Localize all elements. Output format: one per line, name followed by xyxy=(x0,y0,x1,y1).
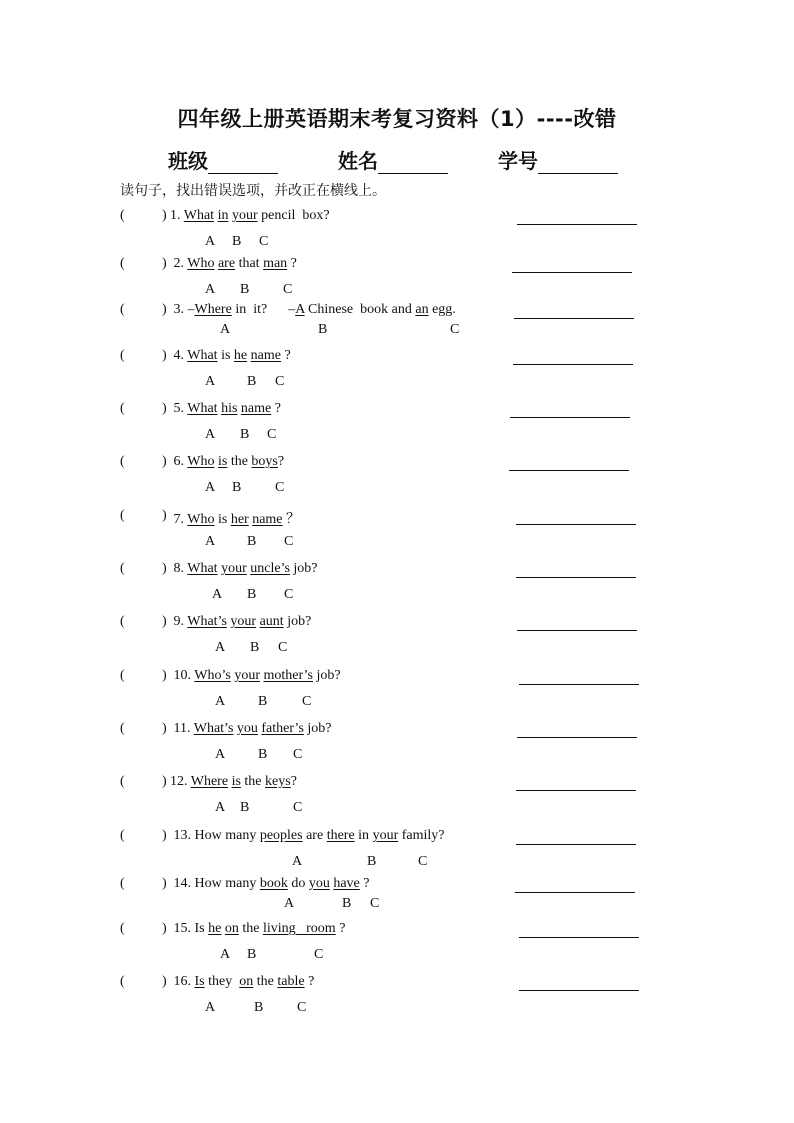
question-item xyxy=(0,302,794,350)
question-item xyxy=(0,974,794,1022)
question-sentence xyxy=(170,774,297,790)
option-letter-a: A xyxy=(205,374,216,389)
underlined-option-word: father’s xyxy=(261,721,304,736)
option-letter-b: B xyxy=(258,747,268,762)
sentence-text: ? xyxy=(277,454,285,469)
option-letter-a: A xyxy=(284,896,295,911)
question-sentence xyxy=(170,828,445,844)
sentence-text: Chinese book and xyxy=(304,302,416,317)
underlined-option-word: living room xyxy=(262,921,336,936)
underlined-option-word: your xyxy=(231,208,258,223)
correction-answer-line[interactable] xyxy=(513,364,633,365)
question-number: 11. xyxy=(170,721,194,736)
underlined-option-word: What xyxy=(183,208,215,223)
option-letter-a: A xyxy=(215,747,226,762)
option-letter-a: A xyxy=(292,854,303,869)
correction-answer-line[interactable] xyxy=(516,844,636,845)
student-id-label: 学号 xyxy=(498,149,538,173)
question-item xyxy=(0,208,794,256)
option-letter-c: C xyxy=(297,1000,307,1015)
correction-answer-line[interactable] xyxy=(515,892,635,893)
sentence-text: family? xyxy=(398,828,445,843)
answer-paren-close: ) xyxy=(162,348,167,363)
question-sentence xyxy=(170,668,341,684)
answer-paren-close: ) xyxy=(162,921,167,936)
option-letter-c: C xyxy=(275,480,285,495)
option-letter-b: B xyxy=(240,427,250,442)
question-item xyxy=(0,454,794,502)
answer-paren-close: ) xyxy=(162,256,167,271)
page-title: 四年级上册英语期末考复习资料（1）----改错 xyxy=(177,107,617,131)
sentence-text: the xyxy=(238,921,263,936)
name-blank[interactable] xyxy=(378,151,448,174)
correction-answer-line[interactable] xyxy=(510,417,630,418)
question-sentence xyxy=(170,256,297,272)
option-letter-c: C xyxy=(302,694,312,709)
underlined-option-word: you xyxy=(308,876,330,891)
underlined-option-word: Is xyxy=(194,974,205,989)
underlined-option-word: boys xyxy=(251,454,278,469)
option-letter-b: B xyxy=(247,947,257,962)
underlined-option-word: A xyxy=(295,302,305,317)
sentence-text: in it? – xyxy=(231,302,296,317)
underlined-option-word: Where xyxy=(190,774,229,789)
underlined-option-word: on xyxy=(224,921,239,936)
underlined-option-word: her xyxy=(230,512,249,527)
sentence-text: the xyxy=(240,774,266,789)
option-letter-b: B xyxy=(232,234,242,249)
question-number: 1. xyxy=(170,208,184,223)
sentence-text: the xyxy=(227,454,252,469)
answer-paren-open[interactable]: ( xyxy=(120,668,125,683)
underlined-option-word: mother’s xyxy=(263,668,313,683)
underlined-option-word: his xyxy=(221,401,238,416)
underlined-option-word: table xyxy=(277,974,305,989)
question-number: 10. xyxy=(170,668,195,683)
option-letter-c: C xyxy=(418,854,428,869)
underlined-option-word: book xyxy=(259,876,288,891)
sentence-text: ？ xyxy=(282,512,301,527)
question-number: 13. xyxy=(170,828,195,843)
answer-paren-open[interactable]: ( xyxy=(120,302,125,317)
sentence-text: job? xyxy=(313,668,341,683)
underlined-option-word: Who’s xyxy=(194,668,231,683)
option-letter-b: B xyxy=(254,1000,264,1015)
question-item xyxy=(0,614,794,662)
answer-paren-open[interactable]: ( xyxy=(120,974,125,989)
sentence-text: is xyxy=(217,348,234,363)
underlined-option-word: What’s xyxy=(187,614,227,629)
option-letter-a: A xyxy=(205,234,216,249)
student-info-row xyxy=(0,145,794,175)
sentence-text: in xyxy=(354,828,373,843)
question-item xyxy=(0,256,794,304)
question-sentence xyxy=(170,302,456,318)
sentence-text: ? xyxy=(304,974,315,989)
question-number: 9. xyxy=(170,614,188,629)
question-sentence xyxy=(170,401,281,417)
underlined-option-word: Who xyxy=(187,512,215,527)
question-item xyxy=(0,721,794,769)
student-id-blank[interactable] xyxy=(538,151,618,174)
option-letter-b: B xyxy=(240,800,250,815)
question-item xyxy=(0,921,794,969)
underlined-option-word: keys xyxy=(265,774,291,789)
option-letter-c: C xyxy=(267,427,277,442)
underlined-option-word: peoples xyxy=(259,828,303,843)
option-letter-a: A xyxy=(215,800,226,815)
option-letter-c: C xyxy=(283,282,293,297)
sentence-text: How many xyxy=(194,828,260,843)
question-item xyxy=(0,401,794,449)
answer-paren-open[interactable]: ( xyxy=(120,774,125,789)
question-number: 2. xyxy=(170,256,188,271)
question-number: 16. xyxy=(170,974,195,989)
underlined-option-word: name xyxy=(252,512,283,527)
answer-paren-open[interactable]: ( xyxy=(120,508,125,523)
underlined-option-word: your xyxy=(372,828,399,843)
correction-answer-line[interactable] xyxy=(512,272,632,273)
class-field xyxy=(168,145,278,174)
question-item xyxy=(0,668,794,716)
option-letter-b: B xyxy=(247,534,257,549)
question-item xyxy=(0,348,794,396)
question-sentence xyxy=(170,721,332,737)
underlined-option-word: Who xyxy=(187,454,215,469)
answer-paren-close: ) xyxy=(162,876,167,891)
option-letter-b: B xyxy=(258,694,268,709)
underlined-option-word: Where xyxy=(194,302,232,317)
option-letter-c: C xyxy=(314,947,324,962)
underlined-option-word: your xyxy=(234,668,260,683)
answer-paren-close: ) xyxy=(162,302,167,317)
question-sentence xyxy=(170,974,314,990)
option-letter-a: A xyxy=(205,1000,216,1015)
underlined-option-word: an xyxy=(415,302,429,317)
answer-paren-close: ) xyxy=(162,828,167,843)
answer-paren-open[interactable]: ( xyxy=(120,921,125,936)
answer-paren-close: ) xyxy=(162,454,167,469)
option-letter-a: A xyxy=(220,947,231,962)
correction-answer-line[interactable] xyxy=(517,737,637,738)
option-letter-a: A xyxy=(220,322,231,337)
question-sentence xyxy=(170,208,330,224)
sentence-text: ? xyxy=(359,876,370,891)
answer-paren-close: ) xyxy=(162,668,167,683)
question-sentence xyxy=(170,876,369,892)
question-sentence xyxy=(170,508,300,528)
underlined-option-word: What xyxy=(187,401,218,416)
option-letter-a: A xyxy=(215,694,226,709)
option-letter-a: A xyxy=(205,427,216,442)
option-letter-a: A xyxy=(205,480,216,495)
option-letter-b: B xyxy=(367,854,377,869)
correction-answer-line[interactable] xyxy=(516,524,636,525)
option-letter-c: C xyxy=(284,587,294,602)
answer-paren-close: ) xyxy=(162,401,167,416)
option-letter-c: C xyxy=(293,747,303,762)
underlined-option-word: are xyxy=(217,256,236,271)
answer-paren-close: ) xyxy=(162,974,167,989)
option-letter-c: C xyxy=(450,322,460,337)
sentence-text: they xyxy=(204,974,240,989)
name-label: 姓名 xyxy=(338,149,378,173)
underlined-option-word: he xyxy=(208,921,222,936)
answer-paren-open[interactable]: ( xyxy=(120,828,125,843)
underlined-option-word: on xyxy=(239,974,254,989)
underlined-option-word: name xyxy=(250,348,281,363)
question-sentence xyxy=(170,921,345,937)
option-letter-c: C xyxy=(278,640,288,655)
underlined-option-word: he xyxy=(233,348,248,363)
question-number: 14. xyxy=(170,876,195,891)
question-number: 12. xyxy=(170,774,191,789)
question-item xyxy=(0,508,794,556)
sentence-text: Is xyxy=(194,921,209,936)
option-letter-b: B xyxy=(318,322,328,337)
underlined-option-word: is xyxy=(217,454,228,469)
answer-paren-open[interactable]: ( xyxy=(120,208,125,223)
option-letter-b: B xyxy=(342,896,352,911)
correction-answer-line[interactable] xyxy=(519,684,639,685)
sentence-text: ? xyxy=(287,256,297,271)
sentence-text: ? xyxy=(335,921,346,936)
option-letter-b: B xyxy=(240,282,250,297)
question-number: 3. xyxy=(170,302,188,317)
question-sentence xyxy=(170,561,318,577)
question-sentence xyxy=(170,348,291,364)
option-letter-b: B xyxy=(250,640,260,655)
student-id-field xyxy=(498,145,618,174)
sentence-text: job? xyxy=(283,614,312,629)
question-sentence xyxy=(170,454,284,470)
answer-paren-close: ) xyxy=(162,561,167,576)
question-number: 6. xyxy=(170,454,188,469)
underlined-option-word: you xyxy=(236,721,258,736)
question-number: 4. xyxy=(170,348,188,363)
underlined-option-word: is xyxy=(231,774,241,789)
answer-paren-close: ) xyxy=(162,508,167,523)
sentence-text: job? xyxy=(289,561,318,576)
option-letter-c: C xyxy=(259,234,269,249)
sentence-text: is xyxy=(214,512,231,527)
underlined-option-word: aunt xyxy=(259,614,284,629)
question-number: 7. xyxy=(170,512,188,527)
correction-answer-line[interactable] xyxy=(517,224,637,225)
answer-paren-open[interactable]: ( xyxy=(120,561,125,576)
question-number: 15. xyxy=(170,921,195,936)
underlined-option-word: Who xyxy=(187,256,215,271)
answer-paren-open[interactable]: ( xyxy=(120,876,125,891)
option-letter-a: A xyxy=(205,534,216,549)
answer-paren-close: ) xyxy=(162,208,167,223)
sentence-text: ? xyxy=(280,348,291,363)
option-letter-a: A xyxy=(205,282,216,297)
correction-answer-line[interactable] xyxy=(514,318,634,319)
underlined-option-word: What xyxy=(187,348,218,363)
answer-paren-open[interactable]: ( xyxy=(120,401,125,416)
answer-paren-open[interactable]: ( xyxy=(120,454,125,469)
underlined-option-word: your xyxy=(221,561,247,576)
underlined-option-word: name xyxy=(240,401,272,416)
option-letter-b: B xyxy=(247,374,257,389)
correction-answer-line[interactable] xyxy=(516,577,636,578)
sentence-text: are xyxy=(302,828,327,843)
sentence-text: the xyxy=(253,974,278,989)
underlined-option-word: What’s xyxy=(193,721,234,736)
question-item xyxy=(0,828,794,876)
option-letter-c: C xyxy=(293,800,303,815)
option-letter-b: B xyxy=(247,587,257,602)
sentence-text: – xyxy=(187,302,195,317)
sentence-text: job? xyxy=(303,721,332,736)
answer-paren-close: ) xyxy=(162,721,167,736)
question-sentence xyxy=(170,614,311,630)
sentence-text: How many xyxy=(194,876,260,891)
underlined-option-word: your xyxy=(230,614,257,629)
sentence-text: egg. xyxy=(428,302,456,317)
correction-answer-line[interactable] xyxy=(519,937,639,938)
option-letter-c: C xyxy=(284,534,294,549)
sentence-text: ? xyxy=(271,401,281,416)
option-letter-b: B xyxy=(232,480,242,495)
option-letter-a: A xyxy=(215,640,226,655)
underlined-option-word: there xyxy=(326,828,355,843)
sentence-text: do xyxy=(287,876,309,891)
class-label: 班级 xyxy=(168,149,208,173)
correction-answer-line[interactable] xyxy=(519,990,639,991)
question-item xyxy=(0,774,794,822)
correction-answer-line[interactable] xyxy=(509,470,629,471)
sentence-text: pencil box? xyxy=(257,208,330,223)
answer-paren-close: ) xyxy=(162,774,167,789)
sentence-text: that xyxy=(235,256,264,271)
correction-answer-line[interactable] xyxy=(517,630,637,631)
question-item xyxy=(0,561,794,609)
instruction-text: 读句子，找出错误选项，并改正在横线上。 xyxy=(120,183,386,199)
option-letter-c: C xyxy=(275,374,285,389)
answer-paren-open[interactable]: ( xyxy=(120,348,125,363)
answer-paren-open[interactable]: ( xyxy=(120,256,125,271)
correction-answer-line[interactable] xyxy=(516,790,636,791)
question-number: 5. xyxy=(170,401,188,416)
question-number: 8. xyxy=(170,561,188,576)
underlined-option-word: uncle’s xyxy=(250,561,290,576)
option-letter-c: C xyxy=(370,896,380,911)
answer-paren-open[interactable]: ( xyxy=(120,614,125,629)
name-field xyxy=(338,145,448,174)
answer-paren-open[interactable]: ( xyxy=(120,721,125,736)
underlined-option-word: have xyxy=(333,876,360,891)
answer-paren-close: ) xyxy=(162,614,167,629)
option-letter-a: A xyxy=(212,587,223,602)
question-item xyxy=(0,876,794,924)
class-blank[interactable] xyxy=(208,151,278,174)
sentence-text: ? xyxy=(290,774,297,789)
underlined-option-word: What xyxy=(187,561,218,576)
underlined-option-word: in xyxy=(217,208,229,223)
underlined-option-word: man xyxy=(263,256,288,271)
